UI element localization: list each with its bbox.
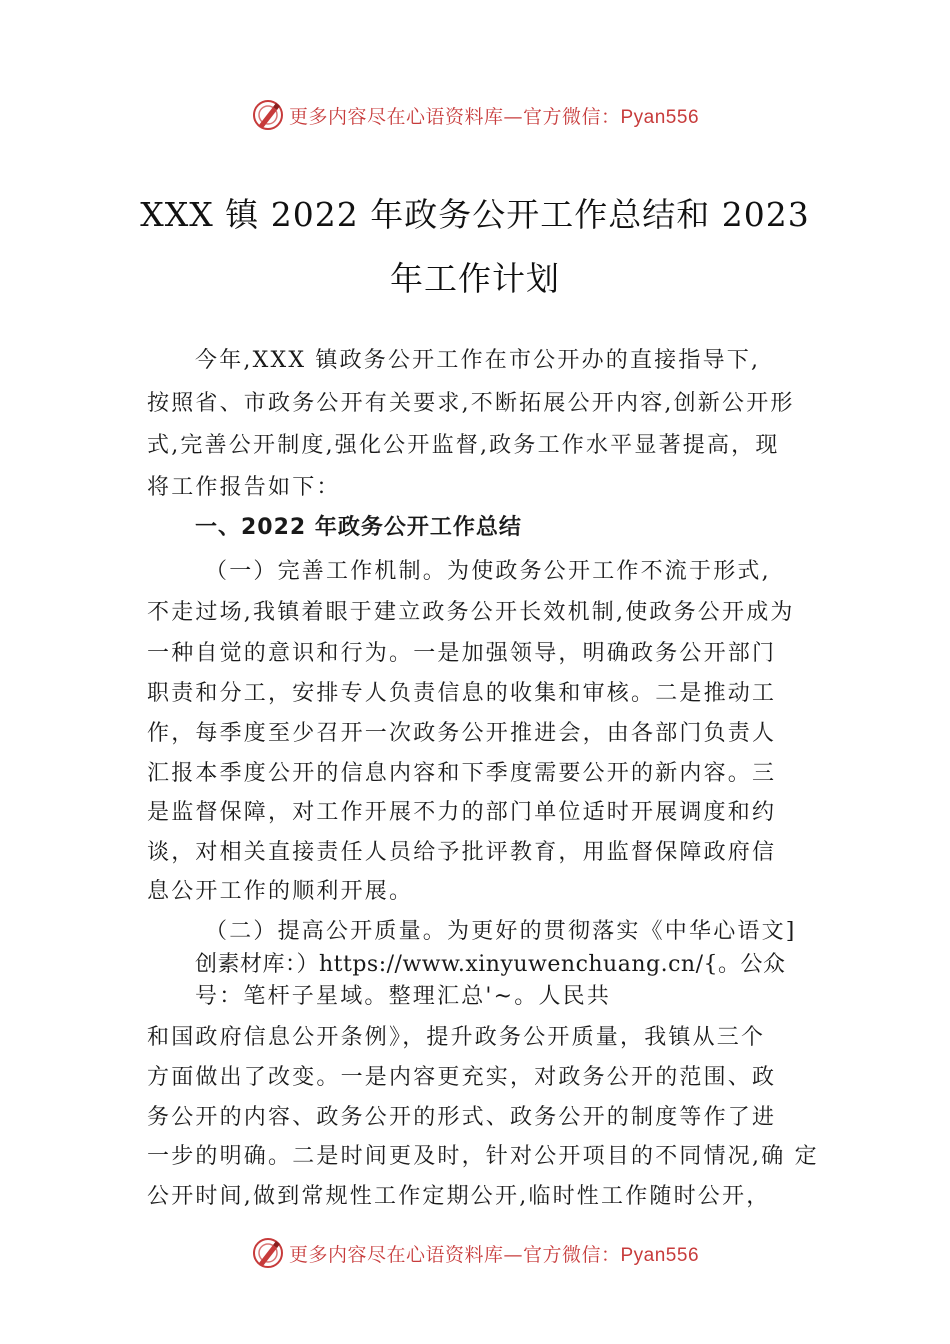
para2-line: 务公开的内容、政务公开的形式、政务公开的制度等作了进 (147, 1105, 777, 1130)
section-heading: 一、2022 年政务公开工作总结 (195, 515, 522, 540)
para2-line: 一步的明确。二是时间更及时，针对公开项目的不同情况,确 定 (147, 1144, 819, 1169)
banner-account: Pyan556 (620, 106, 700, 128)
banner-text: 更多内容尽在心语资料库—官方微信：Pyan556 (288, 105, 700, 128)
para2-line: 方面做出了改变。一是内容更充实，对政务公开的范围、政 (147, 1065, 777, 1090)
intro-line: 式,完善公开制度,强化公开监督,政务工作水平显著提高，现 (147, 433, 780, 458)
para1-line: 息公开工作的顺利开展。 (147, 879, 414, 904)
para2-line: 公开时间,做到常规性工作定期公开,临时性工作随时公开， (147, 1184, 771, 1209)
intro-line: 今年,XXX 镇政务公开工作在市公开办的直接指导下, (195, 348, 761, 373)
banner-account: Pyan556 (620, 1244, 700, 1266)
para1-line: 不走过场,我镇着眼于建立政务公开长效机制,使政务公开成为 (147, 600, 795, 625)
para2-line: （二）提高公开质量。为更好的贯彻落实《中华心语文] (205, 919, 797, 944)
para1-line: 作，每季度至少召开一次政务公开推进会，由各部门负责人 (147, 721, 777, 746)
para2-line: 号：笔杆子星域。整理汇总'~。人民共 (195, 984, 612, 1009)
intro-line: 将工作报告如下： (147, 475, 341, 500)
para1-line: 一种自觉的意识和行为。一是加强领导，明确政务公开部门 (147, 641, 777, 666)
para1-line: （一）完善工作机制。为使政务公开工作不流于形式, (205, 559, 771, 584)
para2-line: 和国政府信息公开条例》，提升政务公开质量，我镇从三个 (147, 1025, 766, 1050)
page-title-line-2: 年工作计划 (390, 259, 560, 298)
para1-line: 谈，对相关直接责任人员给予批评教育，用监督保障政府信 (147, 840, 777, 865)
para2-line: 创素材库：）https://www.xinyuwenchuang.cn/{。公众 (195, 952, 786, 977)
pen-logo-icon (251, 1236, 285, 1270)
bottom-banner (0, 1233, 950, 1273)
pen-logo-icon (251, 98, 285, 132)
para1-line: 是监督保障，对工作开展不力的部门单位适时开展调度和约 (147, 800, 777, 825)
page-title-line-1: XXX 镇 2022 年政务公开工作总结和 2023 (140, 195, 810, 234)
banner-text: 更多内容尽在心语资料库—官方微信：Pyan556 (288, 1243, 700, 1266)
para1-line: 职责和分工，安排专人负责信息的收集和审核。二是推动工 (147, 681, 777, 706)
top-banner (0, 95, 950, 135)
para1-line: 汇报本季度公开的信息内容和下季度需要公开的新内容。三 (147, 761, 777, 786)
intro-line: 按照省、市政务公开有关要求,不断拓展公开内容,创新公开形 (147, 391, 795, 416)
